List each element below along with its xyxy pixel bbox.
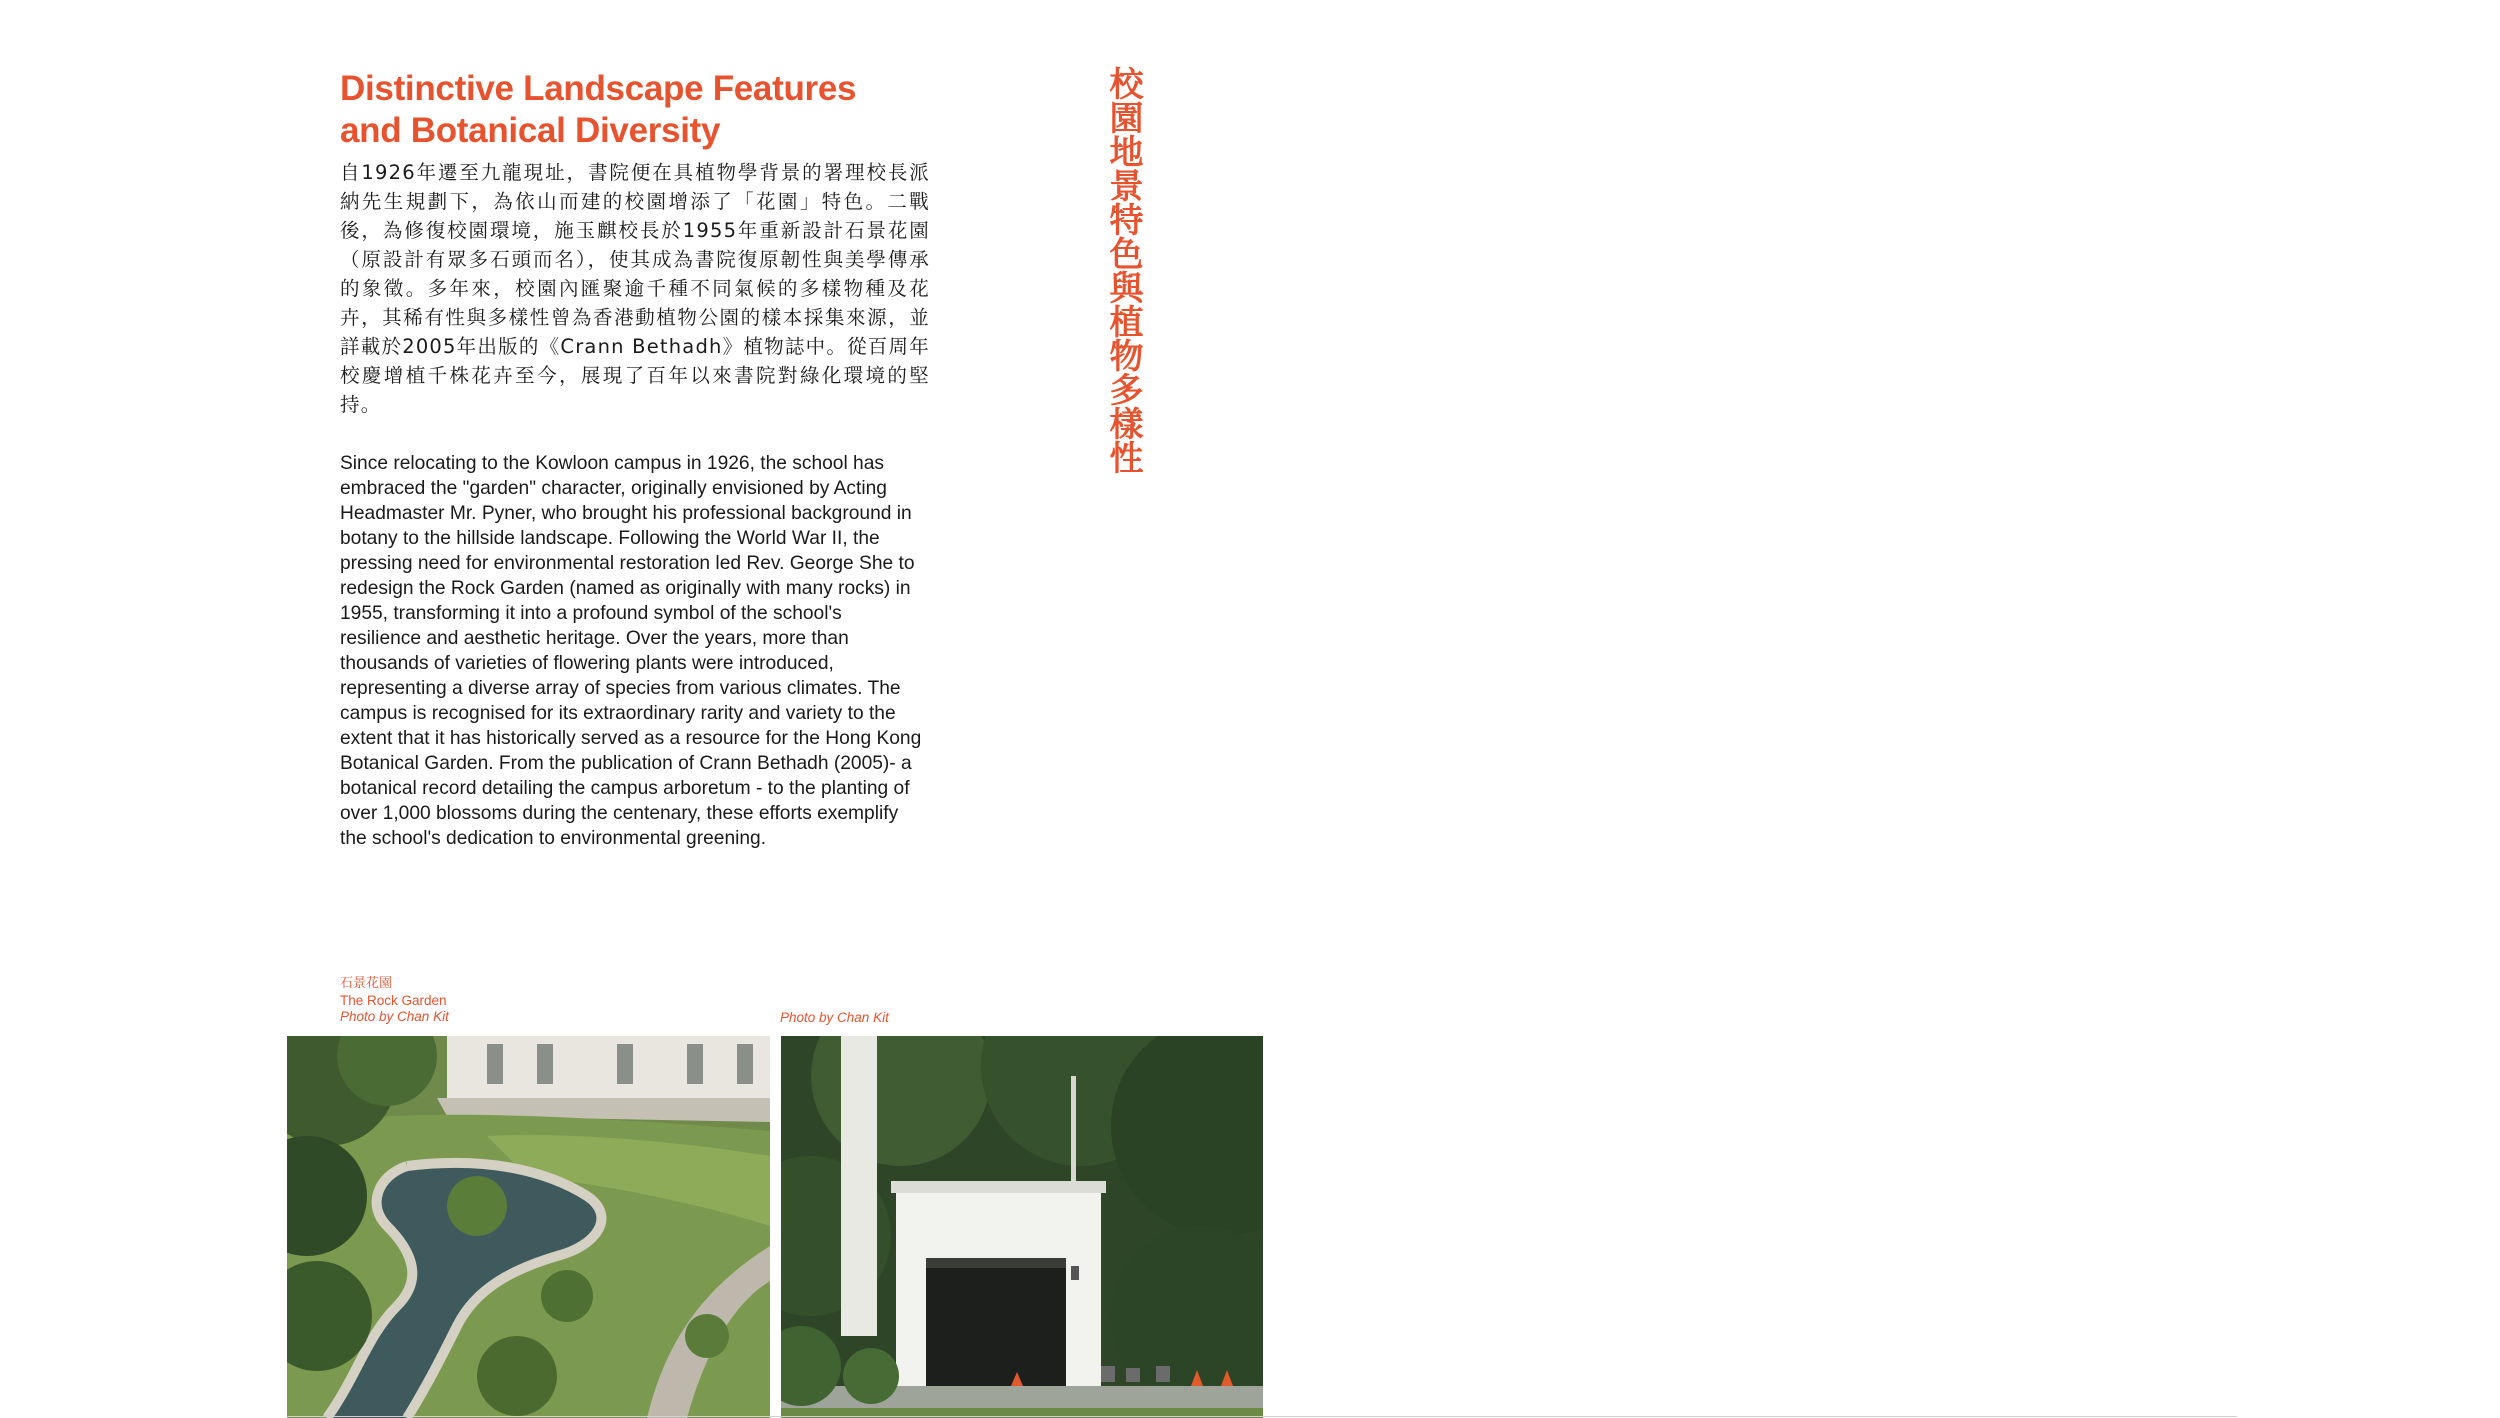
english-body-text: Since relocating to the Kowloon campus in 1926, the school has embraced the "garden" character, originally envisioned by Acting Headmaster Mr. Pyner, who brought his professional background in botany to the hillside landscape. Following the World War II, the pressing need for environmental restoration led Rev. George She to redesign the Rock Garden (named as originally with many rocks) in 1955, transforming it into a profound symbol of the school's resilience and aesthetic heritage. Over the years, more than thousands of varieties of flowering plants were introduced, representing a diverse array of species from various climates. The campus is recognised for its extraordinary rarity and variety to the extent that it has historically served as a resource for the Hong Kong Botanical Garden. From the publication of Crann Bethadh (2005)- a botanical record detailing the campus arboretum - to the planting of over 1,000 blossoms during the centenary, these efforts exemplify the school's dedication to environmental greening.: [340, 453, 922, 849]
vertical-chinese-title: 校園地景特色與植物多樣性: [1103, 66, 1143, 474]
caption-english: The Rock Garden: [340, 992, 447, 1008]
photo-credit: Photo by Chan Kit: [340, 1009, 449, 1024]
building-photo-caption: [780, 1010, 889, 1027]
section-title-line-2: and Botanical Diversity: [340, 111, 721, 150]
bottom-divider: [287, 1416, 2237, 1417]
section-title-line-1: Distinctive Landscape Features: [340, 69, 857, 108]
building-photo: [781, 1036, 1263, 1418]
section-title: [340, 68, 980, 152]
chinese-body-text: 自1926年遷至九龍現址，書院便在具植物學背景的署理校長派納先生規劃下，為依山而建的校園增添了「花園」特色。二戰後，為修復校園環境，施玉麒校長於1955年重新設計石景花園（原設計有眾多石頭而名），使其成為書院復原韌性與美學傳承的象徵。多年來，校園內匯聚逾千種不同氣候的多樣物種及花卉，其稀有性與多樣性曾為香港動植物公園的樣本採集來源，並詳載於2005年出版的《Crann Bethadh》植物誌中。從百周年校慶增植千株花卉至今，展現了百年以來書院對綠化環境的堅持。: [340, 161, 930, 416]
rock-garden-caption: [340, 976, 449, 1026]
rock-garden-photo: [287, 1036, 770, 1418]
photo-credit: Photo by Chan Kit: [780, 1010, 889, 1025]
caption-chinese: 石景花園: [340, 976, 393, 991]
